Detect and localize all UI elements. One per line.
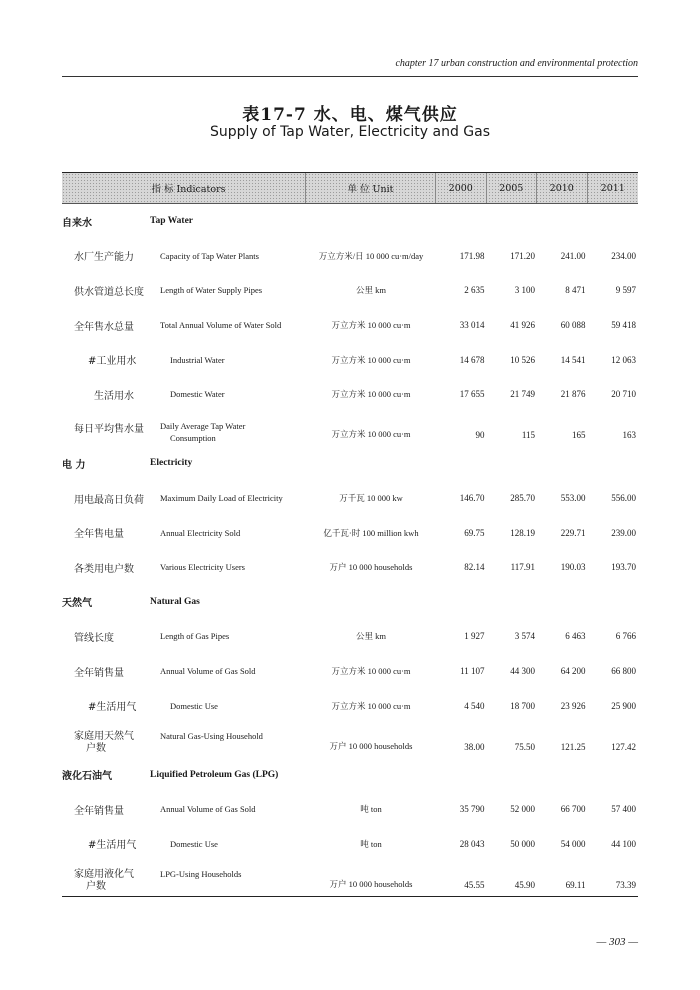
value-cell-2005: 171.20 xyxy=(510,250,535,261)
table-title-english: Supply of Tap Water, Electricity and Gas xyxy=(209,124,491,140)
value-cell-2005: 45.90 xyxy=(514,879,535,890)
value-cell-2010: 60 088 xyxy=(560,320,586,331)
unit-cell: 吨 ton xyxy=(360,804,382,815)
value-cell-2010: 6 463 xyxy=(565,631,586,642)
value-cell-2010: 121.25 xyxy=(560,741,586,752)
indicator-zh: 各类用电户数 xyxy=(74,563,134,575)
indicator-en: Length of Water Supply Pipes xyxy=(160,285,263,296)
indicator-en: Industrial Water xyxy=(170,354,225,365)
unit-cell: 万立方米 10 000 cu·m xyxy=(331,354,411,365)
section-label-zh: 天然气 xyxy=(62,598,92,610)
indicator-en: Natural Gas-Using Household xyxy=(160,730,263,741)
value-cell-2011: 127.42 xyxy=(611,741,636,752)
indicator-zh: #生活用气 xyxy=(88,840,137,852)
table-row xyxy=(62,273,638,308)
value-cell-2010: 241.00 xyxy=(560,250,586,261)
section-heading-row xyxy=(62,446,638,481)
table-row xyxy=(62,515,638,550)
indicator-zh: #生活用气 xyxy=(88,702,137,714)
table-body xyxy=(62,204,638,896)
value-cell-2005: 50 000 xyxy=(510,838,535,849)
indicator-zh: 全年售电量 xyxy=(74,529,124,541)
value-cell-2011: 6 766 xyxy=(615,631,636,642)
indicator-zh-line2: 户数 xyxy=(86,881,106,893)
indicator-en: Domestic Use xyxy=(170,838,218,849)
indicator-zh-line1: 家庭用液化气 xyxy=(74,869,134,881)
value-cell-2010: 229.71 xyxy=(560,527,586,538)
table-row xyxy=(62,861,638,896)
indicator-zh xyxy=(62,731,150,755)
value-cell-2005: 10 526 xyxy=(510,354,535,365)
indicator-en: Capacity of Tap Water Plants xyxy=(160,250,259,261)
value-cell-2011: 20 710 xyxy=(611,389,636,400)
header-year-2005: 2005 xyxy=(487,173,538,203)
indicator-en: Total Annual Volume of Water Sold xyxy=(160,320,282,331)
value-cell-2000: 2 635 xyxy=(464,285,485,296)
value-cell-2005: 3 100 xyxy=(514,285,535,296)
value-cell-2000: 69.75 xyxy=(464,527,485,538)
unit-cell: 万户 10 000 households xyxy=(329,562,413,573)
value-cell-2011: 73.39 xyxy=(615,879,636,890)
value-cell-2011: 234.00 xyxy=(611,250,636,261)
unit-cell: 万户 10 000 households xyxy=(329,740,413,751)
indicator-en: Annual Electricity Sold xyxy=(160,527,241,538)
value-cell-2000: 1 927 xyxy=(464,631,485,642)
table-header-row xyxy=(62,173,638,204)
value-cell-2000: 82.14 xyxy=(464,562,485,573)
value-cell-2011: 239.00 xyxy=(611,527,636,538)
value-cell-2005: 18 700 xyxy=(510,700,535,711)
indicator-zh-line1: 家庭用天然气 xyxy=(74,730,134,742)
value-cell-2005: 128.19 xyxy=(510,527,535,538)
indicator-en: LPG-Using Households xyxy=(160,869,242,880)
section-label-zh: 液化石油气 xyxy=(62,771,112,783)
indicator-zh: 每日平均售水量 xyxy=(74,423,144,435)
value-cell-2005: 285.70 xyxy=(510,493,535,504)
table-row xyxy=(62,654,638,689)
value-cell-2000: 33 014 xyxy=(459,320,485,331)
table-row xyxy=(62,723,638,758)
value-cell-2005: 3 574 xyxy=(514,631,535,642)
table-row xyxy=(62,412,638,447)
value-cell-2011: 57 400 xyxy=(611,804,636,815)
value-cell-2005: 44 300 xyxy=(510,666,535,677)
indicator-zh xyxy=(62,869,150,893)
value-cell-2000: 90 xyxy=(475,430,485,441)
indicator-zh: 水厂生产能力 xyxy=(74,252,134,264)
unit-cell: 万户 10 000 households xyxy=(329,878,413,889)
indicator-zh: 管线长度 xyxy=(74,632,114,644)
indicator-en xyxy=(150,420,306,444)
unit-cell: 万千瓦 10 000 kw xyxy=(339,493,403,504)
value-cell-2010: 21 876 xyxy=(560,389,586,400)
section-heading-row xyxy=(62,585,638,620)
supply-table xyxy=(62,172,638,897)
header-year-2010: 2010 xyxy=(537,173,588,203)
table-row xyxy=(62,342,638,377)
value-cell-2011: 163 xyxy=(622,430,636,441)
table-title-chinese: 表17-7 水、电、煤气供应 xyxy=(242,105,458,125)
running-header: chapter 17 urban construction and environmental protection xyxy=(62,58,638,77)
unit-cell: 万立方米 10 000 cu·m xyxy=(331,389,411,400)
table-bottom-rule xyxy=(62,896,638,897)
value-cell-2005: 41 926 xyxy=(510,320,535,331)
value-cell-2011: 66 800 xyxy=(611,666,636,677)
value-cell-2000: 171.98 xyxy=(459,250,485,261)
value-cell-2000: 11 107 xyxy=(460,666,485,677)
table-row xyxy=(62,792,638,827)
table-row xyxy=(62,239,638,274)
value-cell-2011: 193.70 xyxy=(611,562,636,573)
page-number: — 303 — xyxy=(596,936,638,948)
value-cell-2011: 12 063 xyxy=(611,354,636,365)
value-cell-2005: 21 749 xyxy=(510,389,535,400)
value-cell-2000: 4 540 xyxy=(464,700,485,711)
indicator-en-line2: Consumption xyxy=(170,432,216,443)
section-label-en: Tap Water xyxy=(150,216,194,227)
section-label-zh: 自来水 xyxy=(62,217,92,229)
value-cell-2010: 553.00 xyxy=(560,493,586,504)
value-cell-2005: 52 000 xyxy=(510,804,535,815)
indicator-zh: 全年售水总量 xyxy=(74,321,134,333)
value-cell-2010: 69.11 xyxy=(565,879,586,890)
section-label-en: Electricity xyxy=(150,458,193,469)
header-year-2000: 2000 xyxy=(436,173,487,203)
unit-cell: 万立方米 10 000 cu·m xyxy=(331,700,411,711)
header-year-2011: 2011 xyxy=(600,182,625,194)
indicator-en: Domestic Water xyxy=(170,389,225,400)
value-cell-2010: 64 200 xyxy=(560,666,586,677)
indicator-en-line1: Daily Average Tap Water xyxy=(160,420,246,431)
indicator-en: Domestic Use xyxy=(170,700,218,711)
value-cell-2000: 146.70 xyxy=(459,493,485,504)
section-heading-row xyxy=(62,758,638,793)
value-cell-2010: 165 xyxy=(572,430,586,441)
unit-cell: 万立方米 10 000 cu·m xyxy=(331,666,411,677)
value-cell-2011: 25 900 xyxy=(611,700,636,711)
value-cell-2005: 75.50 xyxy=(514,741,535,752)
value-cell-2010: 54 000 xyxy=(560,838,586,849)
value-cell-2011: 556.00 xyxy=(611,493,636,504)
section-label-zh: 电 力 xyxy=(62,459,86,471)
value-cell-2000: 17 655 xyxy=(459,389,485,400)
table-row xyxy=(62,308,638,343)
indicator-en: Maximum Daily Load of Electricity xyxy=(160,493,283,504)
unit-cell: 万立方米/日 10 000 cu·m/day xyxy=(318,250,424,261)
table-row xyxy=(62,827,638,862)
value-cell-2011: 59 418 xyxy=(611,320,636,331)
value-cell-2010: 8 471 xyxy=(565,285,586,296)
value-cell-2011: 44 100 xyxy=(611,838,636,849)
unit-cell: 公里 km xyxy=(356,285,386,296)
unit-cell: 万立方米 10 000 cu·m xyxy=(331,320,411,331)
value-cell-2010: 14 541 xyxy=(560,354,586,365)
indicator-en: Annual Volume of Gas Sold xyxy=(160,666,256,677)
table-row xyxy=(62,688,638,723)
table-row xyxy=(62,619,638,654)
indicator-en: Length of Gas Pipes xyxy=(160,631,230,642)
unit-cell: 万立方米 10 000 cu·m xyxy=(331,429,411,440)
value-cell-2005: 117.91 xyxy=(510,562,535,573)
value-cell-2000: 35 790 xyxy=(459,804,485,815)
indicator-zh: 生活用水 xyxy=(94,390,134,402)
unit-cell: 吨 ton xyxy=(360,838,382,849)
indicator-en: Annual Volume of Gas Sold xyxy=(160,804,256,815)
section-label-en: Liquified Petroleum Gas (LPG) xyxy=(150,769,279,780)
value-cell-2011: 9 597 xyxy=(615,285,636,296)
table-row xyxy=(62,377,638,412)
indicator-zh: 全年销售量 xyxy=(74,667,124,679)
unit-cell: 亿千瓦·时 100 million kwh xyxy=(323,527,419,538)
value-cell-2010: 66 700 xyxy=(560,804,586,815)
value-cell-2000: 28 043 xyxy=(459,838,485,849)
indicator-zh: #工业用水 xyxy=(88,356,137,368)
indicator-zh: 供水管道总长度 xyxy=(74,286,144,298)
indicator-en: Various Electricity Users xyxy=(160,562,245,573)
value-cell-2010: 190.03 xyxy=(560,562,586,573)
table-row xyxy=(62,550,638,585)
value-cell-2000: 14 678 xyxy=(459,354,485,365)
indicator-zh: 全年销售量 xyxy=(74,805,124,817)
table-row xyxy=(62,481,638,516)
section-label-en: Natural Gas xyxy=(150,596,200,607)
indicator-zh-line2: 户数 xyxy=(86,742,106,754)
unit-cell: 公里 km xyxy=(356,631,386,642)
value-cell-2005: 115 xyxy=(521,430,535,441)
value-cell-2000: 45.55 xyxy=(464,879,485,890)
value-cell-2010: 23 926 xyxy=(560,700,586,711)
value-cell-2000: 38.00 xyxy=(464,741,485,752)
header-indicators: 指 标 Indicators xyxy=(62,173,306,203)
header-unit: 单 位 Unit xyxy=(306,173,436,203)
section-heading-row xyxy=(62,204,638,239)
indicator-zh: 用电最高日负荷 xyxy=(74,494,144,506)
